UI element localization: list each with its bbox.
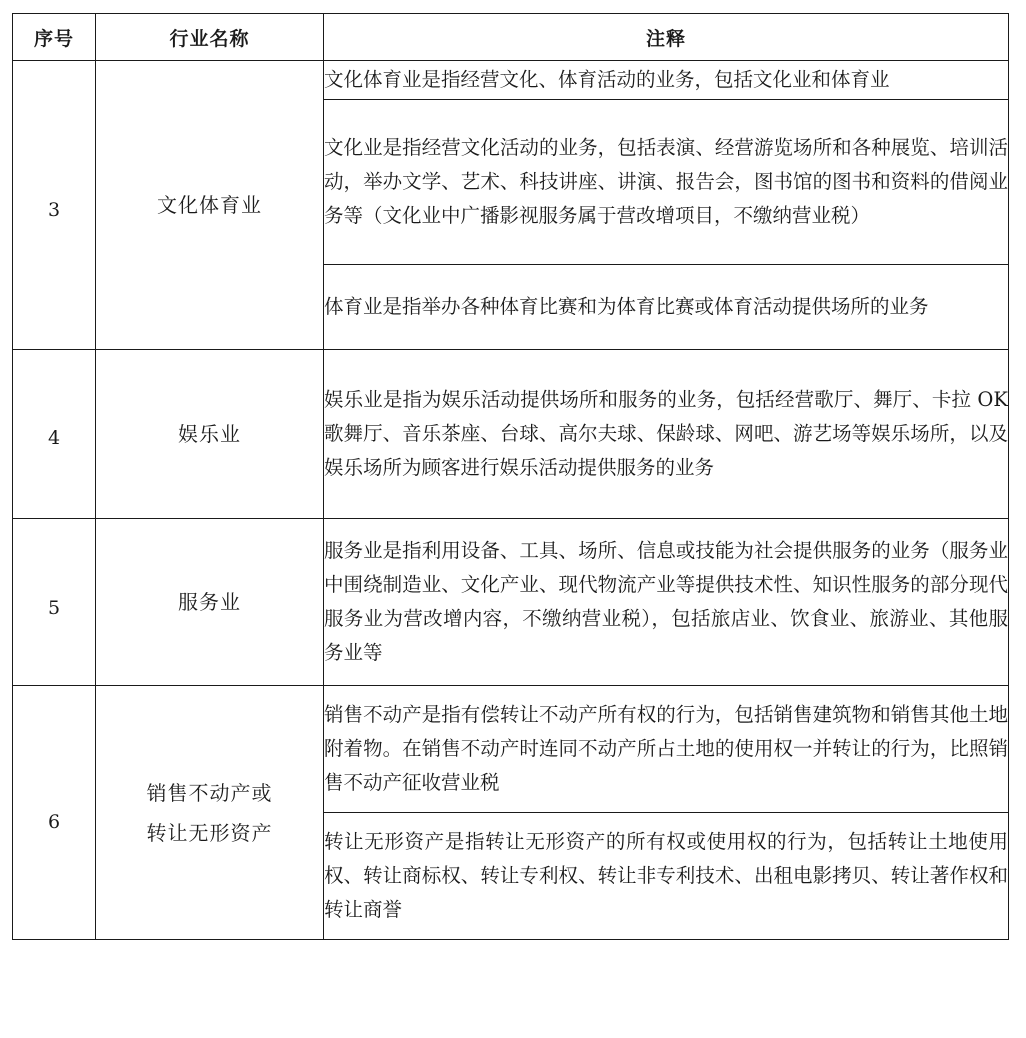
seq-cell: 5	[13, 519, 96, 686]
table-header-row	[13, 14, 1009, 61]
industry-name-cell: 文化体育业	[96, 61, 324, 350]
seq-cell: 3	[13, 61, 96, 350]
note-cell: 文化业是指经营文化活动的业务，包括表演、经营游览场所和各种展览、培训活动，举办文学、艺术、科技讲座、讲演、报告会，图书馆的图书和资料的借阅业务等（文化业中广播影视服务属于营改增项目，不缴纳营业税）	[324, 100, 1009, 265]
table-row	[13, 519, 1009, 686]
seq-cell: 6	[13, 686, 96, 940]
industry-name-cell	[96, 686, 324, 940]
industry-name-line: 转让无形资产	[146, 820, 273, 845]
note-cell: 销售不动产是指有偿转让不动产所有权的行为，包括销售建筑物和销售其他土地附着物。在销售不动产时连同不动产所占土地的使用权一并转让的行为，比照销售不动产征收营业税	[324, 686, 1009, 813]
header-seq: 序号	[13, 14, 96, 61]
note-cell: 娱乐业是指为娱乐活动提供场所和服务的业务，包括经营歌厅、舞厅、卡拉 OK 歌舞厅、音乐茶座、台球、高尔夫球、保龄球、网吧、游艺场等娱乐场所，以及娱乐场所为顾客进行娱乐活动提供服务的业务	[324, 350, 1009, 519]
note-cell: 体育业是指举办各种体育比赛和为体育比赛或体育活动提供场所的业务	[324, 265, 1009, 350]
note-cell: 文化体育业是指经营文化、体育活动的业务，包括文化业和体育业	[324, 61, 1009, 100]
industry-table	[12, 13, 1009, 940]
table-row	[13, 686, 1009, 813]
seq-cell: 4	[13, 350, 96, 519]
table-row	[13, 350, 1009, 519]
note-cell: 转让无形资产是指转让无形资产的所有权或使用权的行为，包括转让土地使用权、转让商标权、转让专利权、转让非专利技术、出租电影拷贝、转让著作权和转让商誉	[324, 813, 1009, 940]
note-cell: 服务业是指利用设备、工具、场所、信息或技能为社会提供服务的业务（服务业中围绕制造业、文化产业、现代物流产业等提供技术性、知识性服务的部分现代服务业为营改增内容，不缴纳营业税），包括旅店业、饮食业、旅游业、其他服务业等	[324, 519, 1009, 686]
header-note: 注释	[324, 14, 1009, 61]
industry-name-line: 销售不动产或	[146, 780, 273, 805]
table-row	[13, 61, 1009, 100]
header-industry-name: 行业名称	[96, 14, 324, 61]
industry-name-cell: 服务业	[96, 519, 324, 686]
industry-name-cell: 娱乐业	[96, 350, 324, 519]
